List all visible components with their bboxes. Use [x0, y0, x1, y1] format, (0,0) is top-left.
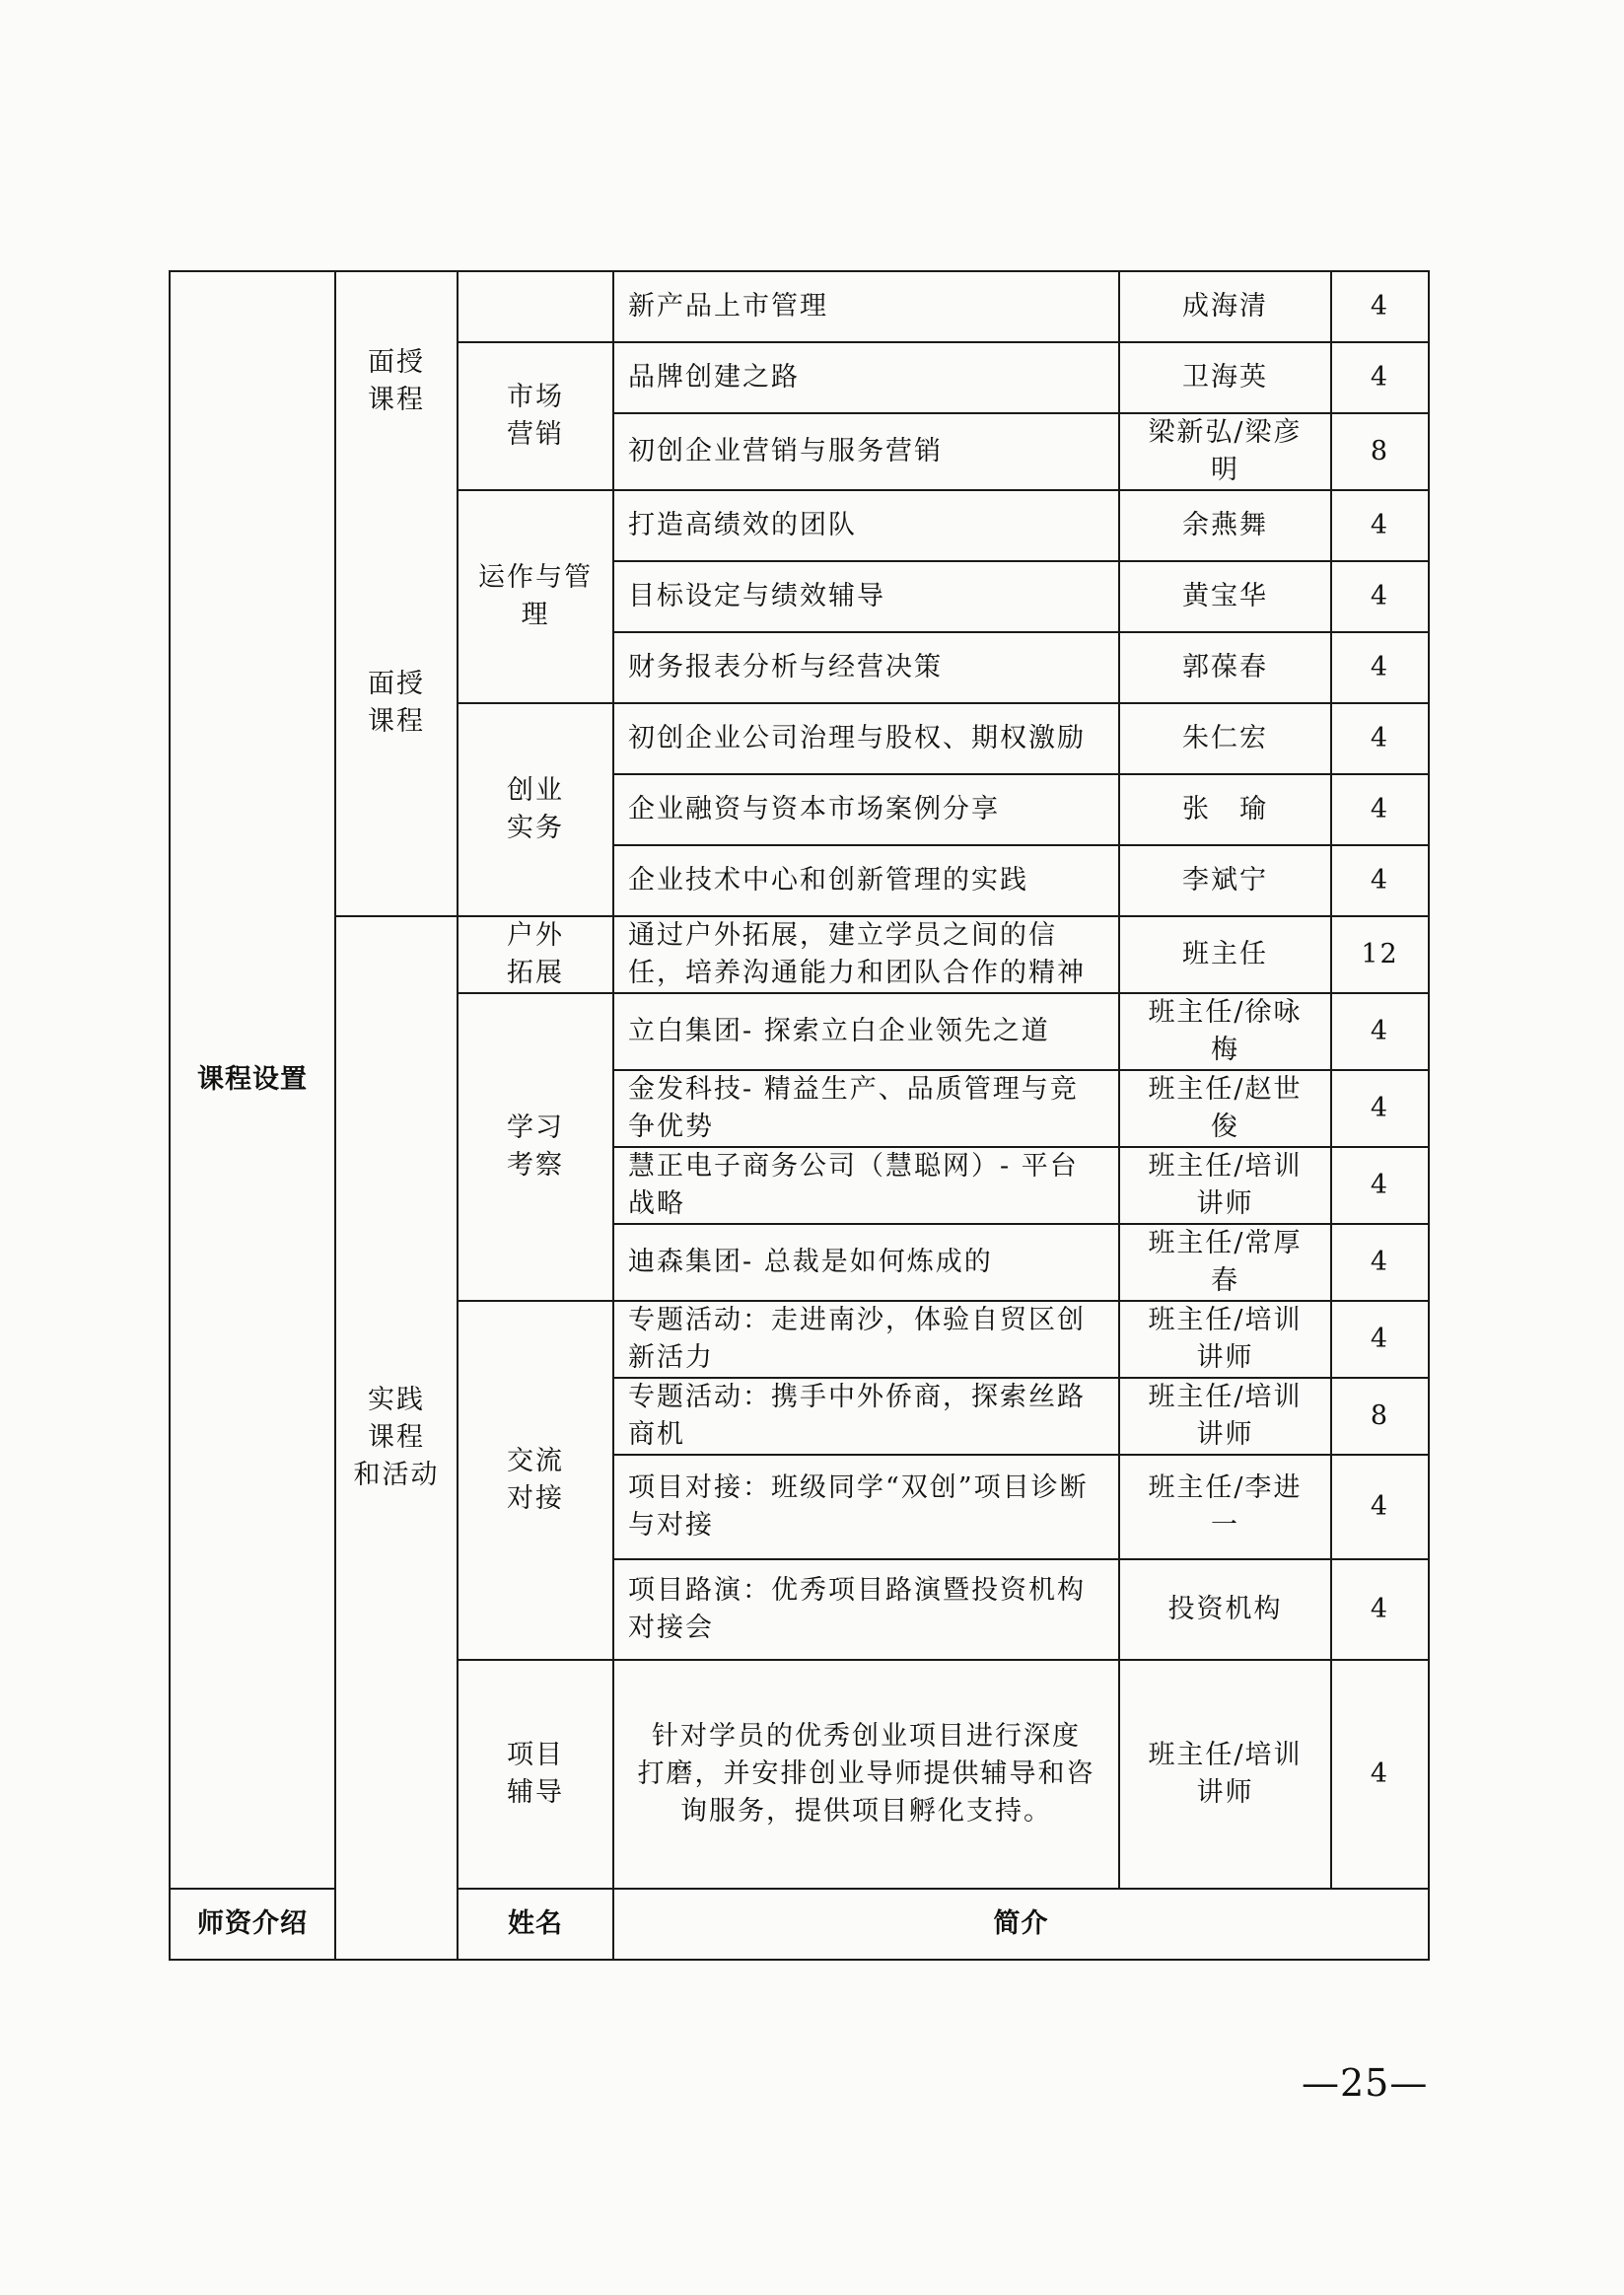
teacher-name: 班主任/赵世 俊: [1119, 1070, 1331, 1147]
teacher-name: 班主任/徐咏 梅: [1119, 993, 1331, 1070]
course-name: 专题活动：携手中外侨商，探索丝路 商机: [613, 1378, 1119, 1455]
teacher-name: 班主任/培训 讲师: [1119, 1660, 1331, 1889]
table-row: [170, 490, 1429, 561]
course-name: 迪森集团- 总裁是如何炼成的: [613, 1224, 1119, 1301]
group-label-face-to-face: 面授 课程: [335, 271, 458, 490]
teacher-name: 李斌宁: [1119, 845, 1331, 916]
course-hours: 4: [1331, 1559, 1429, 1660]
course-hours: 4: [1331, 1147, 1429, 1224]
teacher-name: 班主任/培训 讲师: [1119, 1378, 1331, 1455]
teacher-name: 班主任/李进 一: [1119, 1455, 1331, 1559]
course-schedule-table: [169, 270, 1430, 1961]
module-label-empty: [458, 271, 613, 342]
course-name: 品牌创建之路: [613, 342, 1119, 413]
course-hours: 4: [1331, 271, 1429, 342]
teacher-name: 班主任: [1119, 916, 1331, 993]
teacher-name: 张 瑜: [1119, 774, 1331, 845]
course-hours: 4: [1331, 490, 1429, 561]
course-hours: 4: [1331, 845, 1429, 916]
course-name: 针对学员的优秀创业项目进行深度 打磨，并安排创业导师提供辅导和咨 询服务，提供项目孵化支持。: [613, 1660, 1119, 1889]
group-label-practice: 实践 课程 和活动: [335, 916, 458, 1960]
module-label-operations: 运作与管 理: [458, 490, 613, 703]
course-hours: 4: [1331, 1070, 1429, 1147]
module-label-startup-practice: 创业 实务: [458, 703, 613, 916]
teacher-name: 投资机构: [1119, 1559, 1331, 1660]
faculty-header-intro: 简介: [613, 1889, 1429, 1960]
course-name: 财务报表分析与经营决策: [613, 632, 1119, 703]
teacher-name: 班主任/常厚 春: [1119, 1224, 1331, 1301]
teacher-name: 班主任/培训 讲师: [1119, 1147, 1331, 1224]
course-hours: 4: [1331, 561, 1429, 632]
course-hours: 4: [1331, 1224, 1429, 1301]
course-hours: 4: [1331, 993, 1429, 1070]
course-name: 企业技术中心和创新管理的实践: [613, 845, 1119, 916]
group-label-face-to-face-2: 面授 课程: [335, 490, 458, 916]
course-name: 慧正电子商务公司（慧聪网）- 平台 战略: [613, 1147, 1119, 1224]
course-hours: 4: [1331, 1301, 1429, 1378]
table-row: [170, 271, 1429, 342]
module-label-mentoring: 项目 辅导: [458, 1660, 613, 1889]
page-number: —25—: [1302, 2061, 1429, 2105]
teacher-name: 卫海英: [1119, 342, 1331, 413]
module-label-exchange: 交流 对接: [458, 1301, 613, 1660]
course-name: 目标设定与绩效辅导: [613, 561, 1119, 632]
course-hours: 4: [1331, 774, 1429, 845]
faculty-header-name: 姓名: [458, 1889, 613, 1960]
course-name: 项目路演：优秀项目路演暨投资机构 对接会: [613, 1559, 1119, 1660]
teacher-name: 郭葆春: [1119, 632, 1331, 703]
course-hours: 4: [1331, 1660, 1429, 1889]
course-name: 通过户外拓展，建立学员之间的信 任，培养沟通能力和团队合作的精神: [613, 916, 1119, 993]
module-label-outdoor: 户外 拓展: [458, 916, 613, 993]
course-name: 新产品上市管理: [613, 271, 1119, 342]
course-hours: 4: [1331, 703, 1429, 774]
course-name: 初创企业营销与服务营销: [613, 413, 1119, 490]
course-hours: 12: [1331, 916, 1429, 993]
teacher-name: 成海清: [1119, 271, 1331, 342]
course-name: 企业融资与资本市场案例分享: [613, 774, 1119, 845]
course-name: 打造高绩效的团队: [613, 490, 1119, 561]
course-hours: 4: [1331, 632, 1429, 703]
teacher-name: 黄宝华: [1119, 561, 1331, 632]
course-name: 专题活动：走进南沙，体验自贸区创 新活力: [613, 1301, 1119, 1378]
section-label-faculty: 师资介绍: [170, 1889, 335, 1960]
teacher-name: 班主任/培训 讲师: [1119, 1301, 1331, 1378]
course-hours: 8: [1331, 413, 1429, 490]
course-hours: 4: [1331, 1455, 1429, 1559]
course-name: 金发科技- 精益生产、品质管理与竞 争优势: [613, 1070, 1119, 1147]
course-name: 初创企业公司治理与股权、期权激励: [613, 703, 1119, 774]
teacher-name: 梁新弘/梁彦 明: [1119, 413, 1331, 490]
teacher-name: 余燕舞: [1119, 490, 1331, 561]
course-hours: 8: [1331, 1378, 1429, 1455]
section-label-course-setup: 课程设置: [170, 271, 335, 1889]
module-label-marketing: 市场 营销: [458, 342, 613, 490]
module-label-study-tour: 学习 考察: [458, 993, 613, 1301]
course-name: 立白集团- 探索立白企业领先之道: [613, 993, 1119, 1070]
table-row: [170, 916, 1429, 993]
teacher-name: 朱仁宏: [1119, 703, 1331, 774]
course-hours: 4: [1331, 342, 1429, 413]
course-name: 项目对接：班级同学“双创”项目诊断 与对接: [613, 1455, 1119, 1559]
